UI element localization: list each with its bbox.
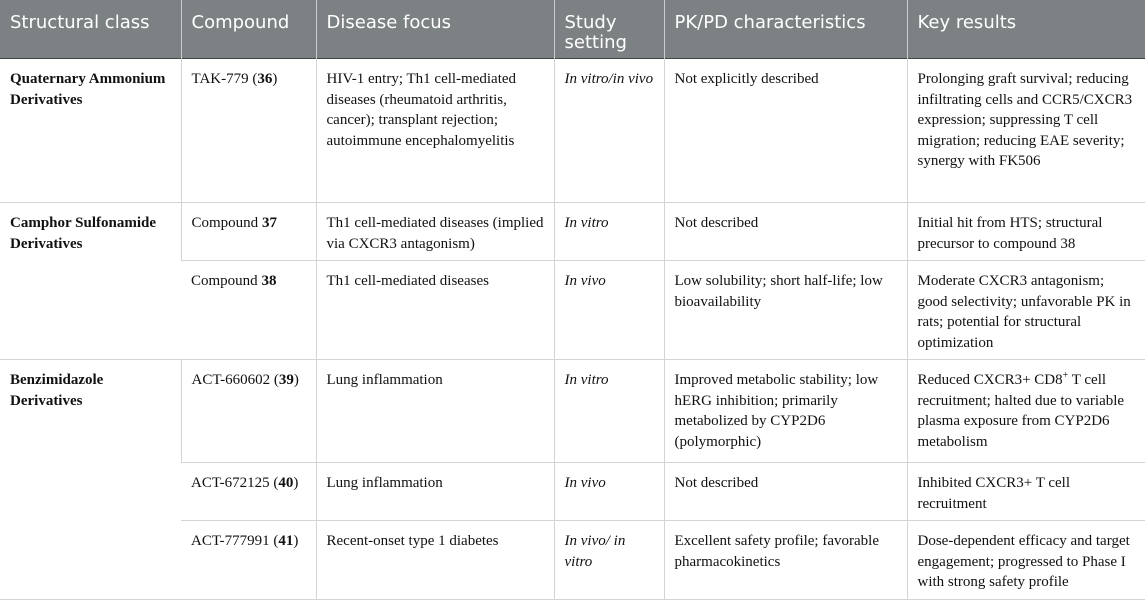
disease-focus-cell: HIV-1 entry; Th1 cell-mediated diseases (rheumatoid arthritis, cancer); transplant rejection; autoimmune encephalomyelitis [316, 59, 554, 203]
compound-suffix: ) [293, 533, 299, 549]
study-setting-cell: In vitro [554, 360, 664, 463]
compound-name: Compound [191, 273, 262, 289]
header-row [0, 0, 1145, 59]
study-setting-cell: In vitro [554, 203, 664, 261]
key-results-cell: Prolonging graft survival; reducing infiltrating cells and CCR5/CXCR3 expression; suppressing T cell migration; reducing EAE severity; synergy with FK506 [907, 59, 1145, 203]
structural-class-cell: Benzimidazole Derivatives [0, 360, 181, 600]
key-results-text-cont: T cell recruitment; halted due to variable plasma exposure from CYP2D6 metabolism [917, 372, 1125, 450]
header-disease-focus: Disease focus [316, 0, 554, 59]
disease-focus-cell: Recent-onset type 1 diabetes [316, 521, 554, 600]
table-body [0, 59, 1145, 600]
compound-cell [181, 203, 316, 261]
compound-cell [181, 521, 316, 600]
study-setting-cell: In vivo [554, 261, 664, 360]
study-setting-cell: In vitro/in vivo [554, 59, 664, 203]
key-results-cell: Moderate CXCR3 antagonism; good selectivity; unfavorable PK in rats; potential for structural optimization [907, 261, 1145, 360]
pkpd-cell: Not explicitly described [664, 59, 907, 203]
disease-focus-cell: Th1 cell-mediated diseases (implied via CXCR3 antagonism) [316, 203, 554, 261]
pkpd-cell: Not described [664, 203, 907, 261]
disease-focus-cell: Lung inflammation [316, 463, 554, 521]
header-pkpd: PK/PD characteristics [664, 0, 907, 59]
compound-name: ACT-777991 ( [191, 533, 279, 549]
compound-number: 37 [261, 215, 277, 231]
key-results-cell: Dose-dependent efficacy and target engagement; progressed to Phase I with strong safety profile [907, 521, 1145, 600]
compound-number: 40 [278, 475, 294, 491]
compound-suffix: ) [293, 372, 299, 388]
compound-number: 41 [278, 533, 294, 549]
superscript-plus: + [1062, 370, 1069, 381]
table-header [0, 0, 1145, 59]
compound-number: 38 [261, 273, 277, 289]
pkpd-cell: Improved metabolic stability; low hERG inhibition; primarily metabolized by CYP2D6 (polymorphic) [664, 360, 907, 463]
disease-focus-cell: Lung inflammation [316, 360, 554, 463]
pkpd-cell: Excellent safety profile; favorable pharmacokinetics [664, 521, 907, 600]
compound-cell [181, 59, 316, 203]
compound-cell [181, 360, 316, 463]
key-results-cell: Initial hit from HTS; structural precursor to compound 38 [907, 203, 1145, 261]
header-study-setting: Study setting [554, 0, 664, 59]
compound-number: 36 [257, 71, 273, 87]
table-row [0, 59, 1145, 203]
structural-class-cell: Quaternary Ammonium Derivatives [0, 59, 181, 203]
compound-name: ACT-660602 ( [191, 372, 279, 388]
key-results-cell [907, 360, 1145, 463]
compound-number: 39 [278, 372, 294, 388]
table-row [0, 203, 1145, 261]
study-setting-cell: In vivo [554, 463, 664, 521]
header-structural-class: Structural class [0, 0, 181, 59]
disease-focus-cell: Th1 cell-mediated diseases [316, 261, 554, 360]
key-results-text: Reduced CXCR3+ CD8 [917, 372, 1063, 388]
structural-class-cell: Camphor Sulfonamide Derivatives [0, 203, 181, 360]
key-results-cell: Inhibited CXCR3+ T cell recruitment [907, 463, 1145, 521]
pkpd-cell: Low solubility; short half-life; low bioavailability [664, 261, 907, 360]
study-setting-cell: In vivo/ in vitro [554, 521, 664, 600]
compound-suffix: ) [272, 71, 278, 87]
compound-cell [181, 261, 316, 360]
compound-cell [181, 463, 316, 521]
compound-name: ACT-672125 ( [191, 475, 279, 491]
pkpd-cell: Not described [664, 463, 907, 521]
header-key-results: Key results [907, 0, 1145, 59]
table-row [0, 360, 1145, 463]
compound-suffix: ) [293, 475, 299, 491]
compound-name: Compound [191, 215, 262, 231]
header-compound: Compound [181, 0, 316, 59]
compound-name: TAK-779 ( [191, 71, 258, 87]
